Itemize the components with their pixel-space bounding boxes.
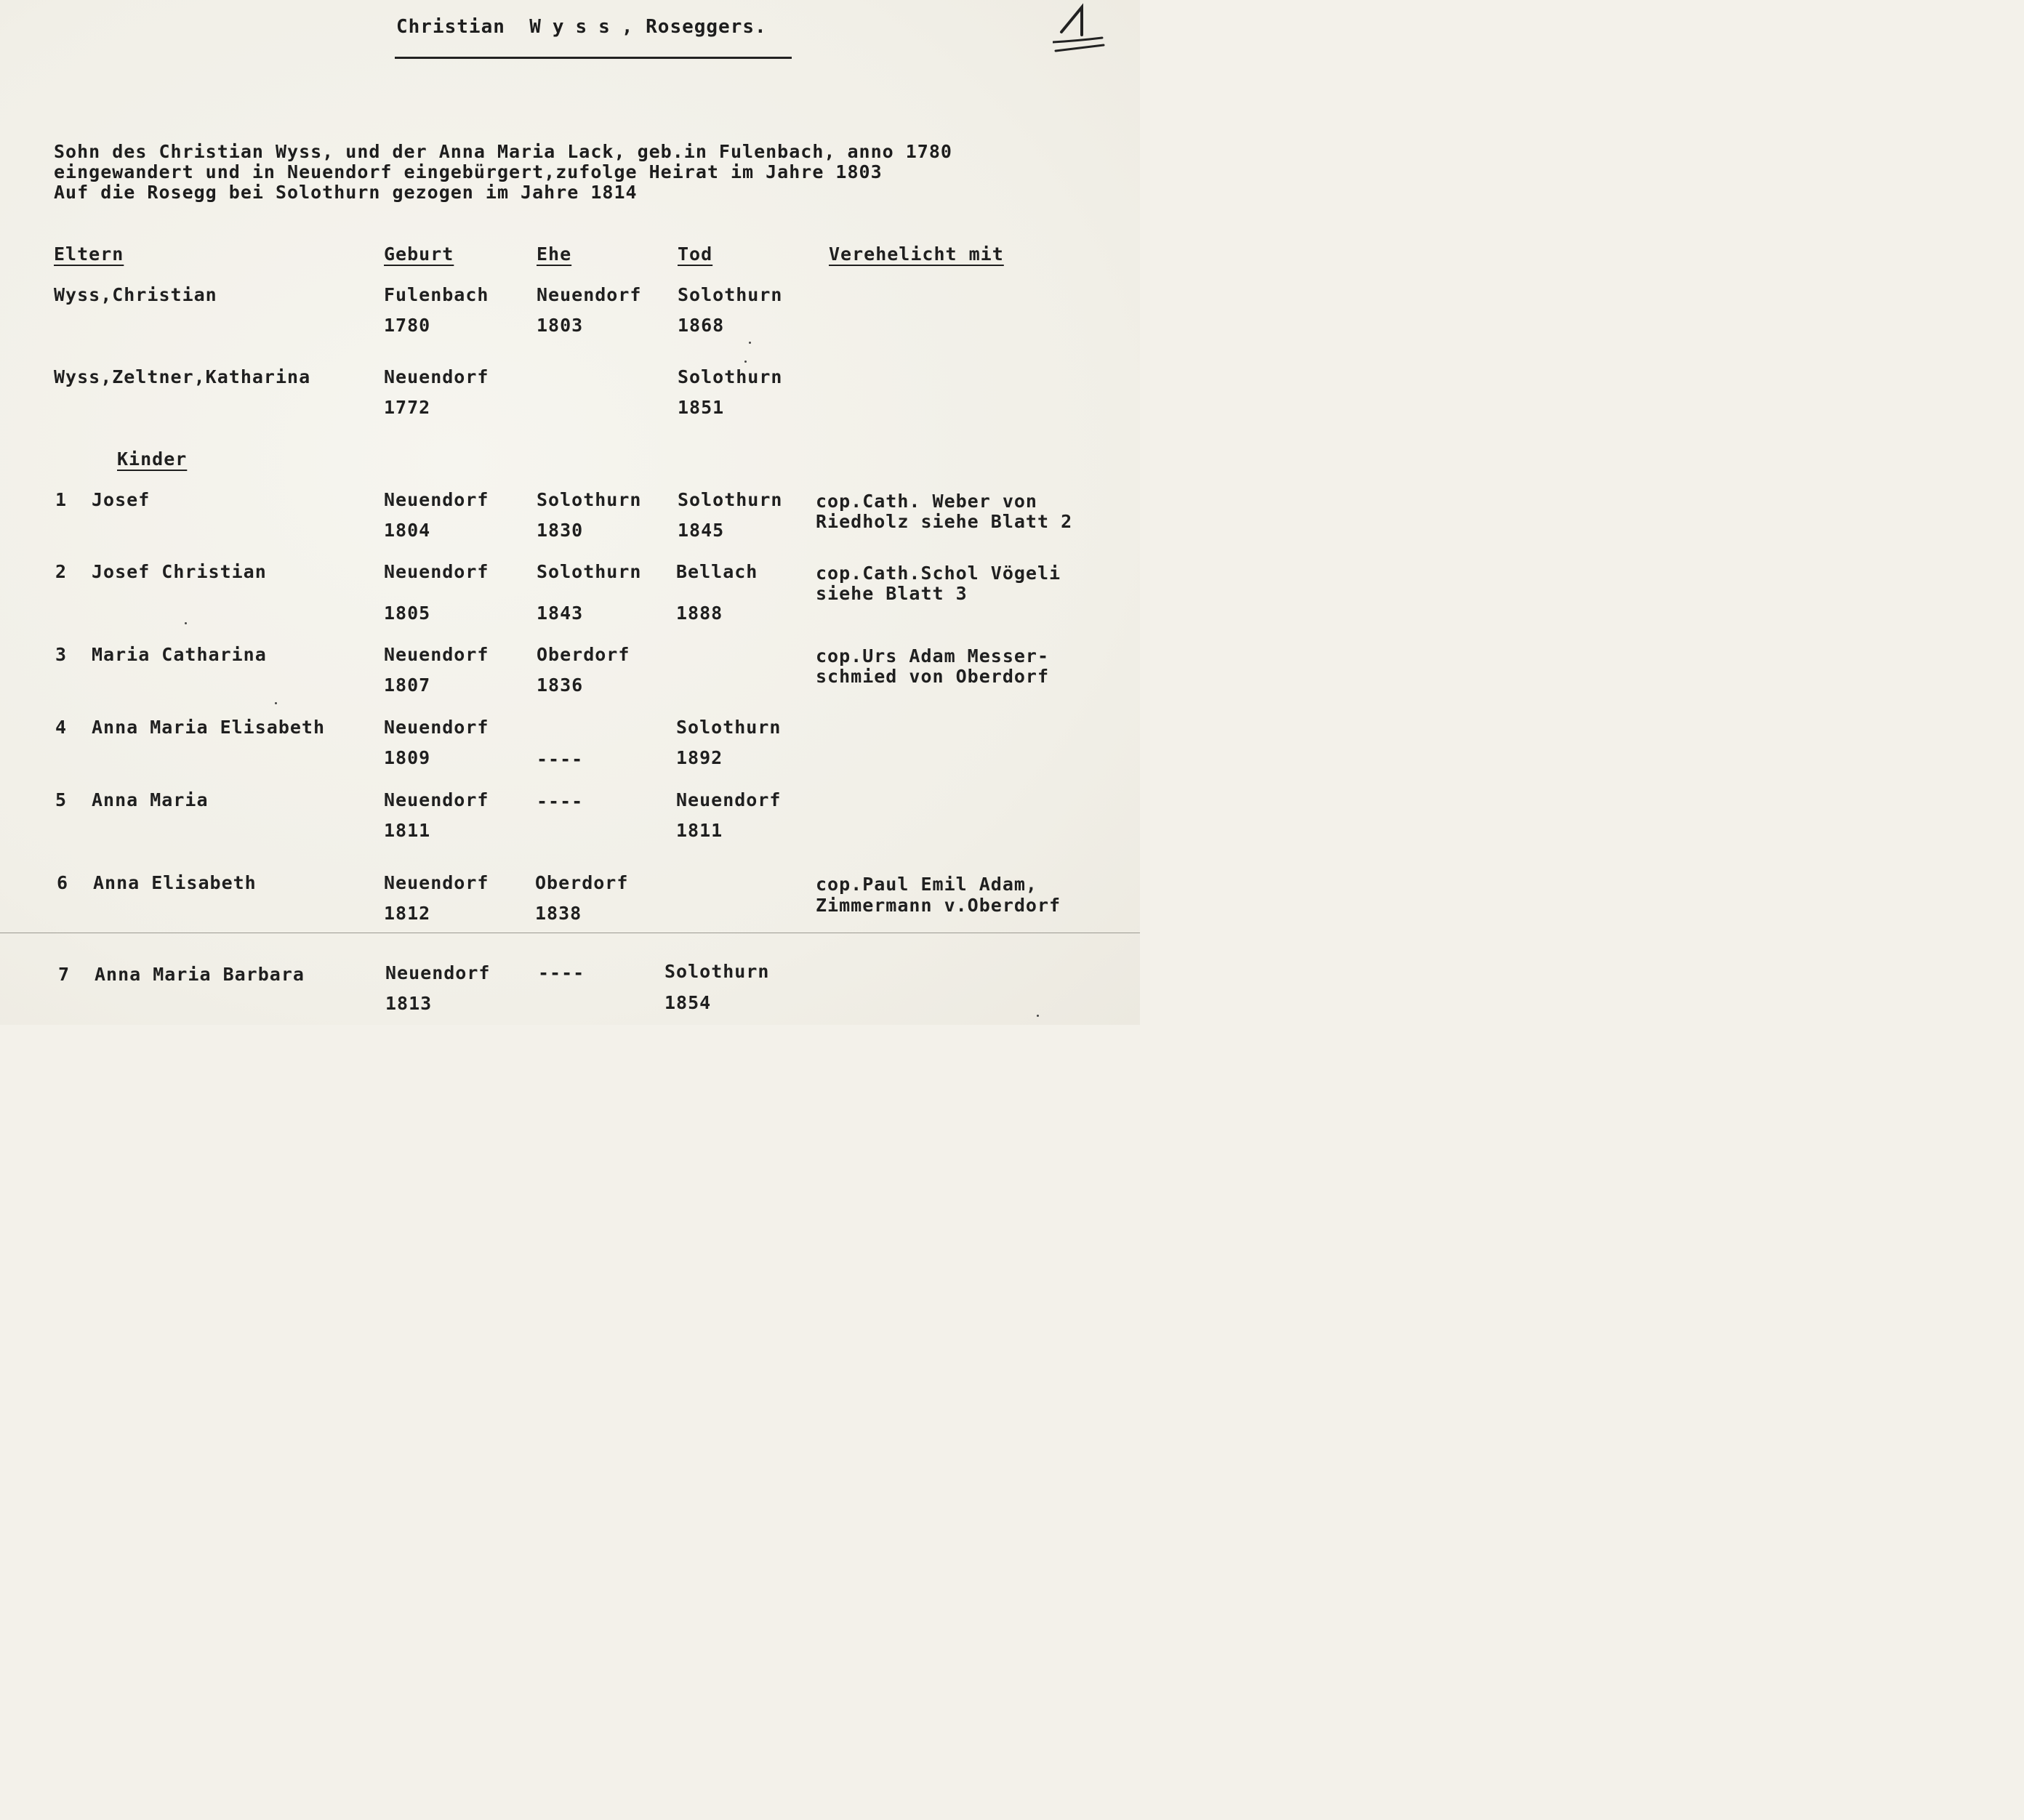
child-6-marriage-year: 1838 [535, 903, 582, 924]
child-7-death-place: Solothurn [664, 961, 770, 982]
child-1-death-place: Solothurn [678, 489, 783, 510]
title-suffix: , Roseggers. [621, 16, 767, 38]
child-1-birth-place: Neuendorf [384, 489, 489, 510]
paper-speck [185, 622, 187, 624]
intro-line-1: Sohn des Christian Wyss, und der Anna Maria Lack, geb.in Fulenbach, anno 1780 [54, 141, 952, 162]
child-6-number: 6 [57, 872, 69, 893]
child-3-birth-year: 1807 [384, 675, 431, 696]
child-7-death-year: 1854 [664, 992, 712, 1013]
parent-2-death-year: 1851 [678, 397, 725, 418]
column-header-spouse: Verehelicht mit [829, 243, 1004, 265]
document-page [0, 0, 1140, 1025]
child-2-birth-year: 1805 [384, 603, 431, 624]
child-1-number: 1 [55, 489, 68, 510]
child-4-death-year: 1892 [676, 747, 723, 768]
child-6-spouse-line-1: cop.Paul Emil Adam, [816, 874, 1037, 895]
child-5-death-year: 1811 [676, 820, 723, 841]
intro-line-2: eingewandert und in Neuendorf eingebürgert,zufolge Heirat im Jahre 1803 [54, 161, 883, 182]
child-1-birth-year: 1804 [384, 520, 431, 541]
child-5-birth-year: 1811 [384, 820, 431, 841]
child-4-birth-place: Neuendorf [384, 717, 489, 738]
child-7-birth-year: 1813 [385, 993, 433, 1014]
child-2-marriage-place: Solothurn [537, 561, 642, 582]
child-4-death-place: Solothurn [676, 717, 782, 738]
column-header-death: Tod [678, 243, 713, 265]
child-1-marriage-place: Solothurn [537, 489, 642, 510]
paper-speck [744, 361, 747, 363]
child-5-birth-place: Neuendorf [384, 789, 489, 810]
parent-1-marriage-year: 1803 [537, 315, 584, 336]
child-5-name: Anna Maria [92, 789, 209, 810]
child-3-marriage-year: 1836 [537, 675, 584, 696]
child-2-marriage-year: 1843 [537, 603, 584, 624]
child-7-name: Anna Maria Barbara [95, 964, 305, 985]
paper-speck [1037, 1015, 1039, 1017]
child-3-name: Maria Catharina [92, 644, 267, 665]
parent-2-name: Wyss,Zeltner,Katharina [54, 366, 311, 387]
children-heading: Kinder [117, 448, 188, 470]
parent-1-birth-place: Fulenbach [384, 284, 489, 305]
child-2-number: 2 [55, 561, 68, 582]
child-2-death-year: 1888 [676, 603, 723, 624]
intro-line-3: Auf die Rosegg bei Solothurn gezogen im Jahre 1814 [54, 182, 638, 203]
parent-1-name: Wyss,Christian [54, 284, 217, 305]
child-1-marriage-year: 1830 [537, 520, 584, 541]
child-4-birth-year: 1809 [384, 747, 431, 768]
child-5-death-place: Neuendorf [676, 789, 782, 810]
child-2-death-place: Bellach [676, 561, 758, 582]
child-6-spouse-line-2: Zimmermann v.Oberdorf [816, 895, 1061, 916]
child-5-marriage-dash: ---- [537, 791, 584, 812]
child-7-marriage-dash: ---- [538, 962, 585, 983]
child-3-marriage-place: Oberdorf [537, 644, 630, 665]
child-3-spouse-line-1: cop.Urs Adam Messer- [816, 645, 1050, 667]
paper-speck [749, 342, 751, 344]
parent-2-birth-place: Neuendorf [384, 366, 489, 387]
child-4-number: 4 [55, 717, 68, 738]
child-2-spouse-line-1: cop.Cath.Schol Vögeli [816, 563, 1061, 584]
child-6-birth-year: 1812 [384, 903, 431, 924]
column-header-parents: Eltern [54, 243, 124, 265]
child-6-marriage-place: Oberdorf [535, 872, 629, 893]
child-3-spouse-line-2: schmied von Oberdorf [816, 666, 1050, 687]
parent-2-death-place: Solothurn [678, 366, 783, 387]
title-underline [395, 57, 792, 59]
child-5-number: 5 [55, 789, 68, 810]
child-1-name: Josef [92, 489, 150, 510]
child-7-birth-place: Neuendorf [385, 962, 491, 983]
child-3-number: 3 [55, 644, 68, 665]
column-header-marriage: Ehe [537, 243, 572, 265]
child-2-spouse-line-2: siehe Blatt 3 [816, 583, 968, 604]
parent-1-marriage-place: Neuendorf [537, 284, 642, 305]
column-header-birth: Geburt [384, 243, 454, 265]
child-2-birth-place: Neuendorf [384, 561, 489, 582]
child-1-death-year: 1845 [678, 520, 725, 541]
page-number-mark [1053, 0, 1111, 58]
title-name: Christian [396, 16, 505, 38]
child-4-name: Anna Maria Elisabeth [92, 717, 326, 738]
child-7-number: 7 [58, 964, 71, 985]
paper-speck [275, 702, 277, 704]
parent-1-birth-year: 1780 [384, 315, 431, 336]
parent-2-birth-year: 1772 [384, 397, 431, 418]
child-1-spouse-line-1: cop.Cath. Weber von [816, 491, 1037, 512]
child-3-birth-place: Neuendorf [384, 644, 489, 665]
child-4-marriage-dash: ---- [537, 749, 584, 770]
child-6-name: Anna Elisabeth [93, 872, 257, 893]
parent-1-death-year: 1868 [678, 315, 725, 336]
child-1-spouse-line-2: Riedholz siehe Blatt 2 [816, 511, 1073, 532]
title-surname: Wyss [529, 16, 622, 38]
page-title [396, 16, 767, 38]
child-6-birth-place: Neuendorf [384, 872, 489, 893]
child-2-name: Josef Christian [92, 561, 267, 582]
parent-1-death-place: Solothurn [678, 284, 783, 305]
